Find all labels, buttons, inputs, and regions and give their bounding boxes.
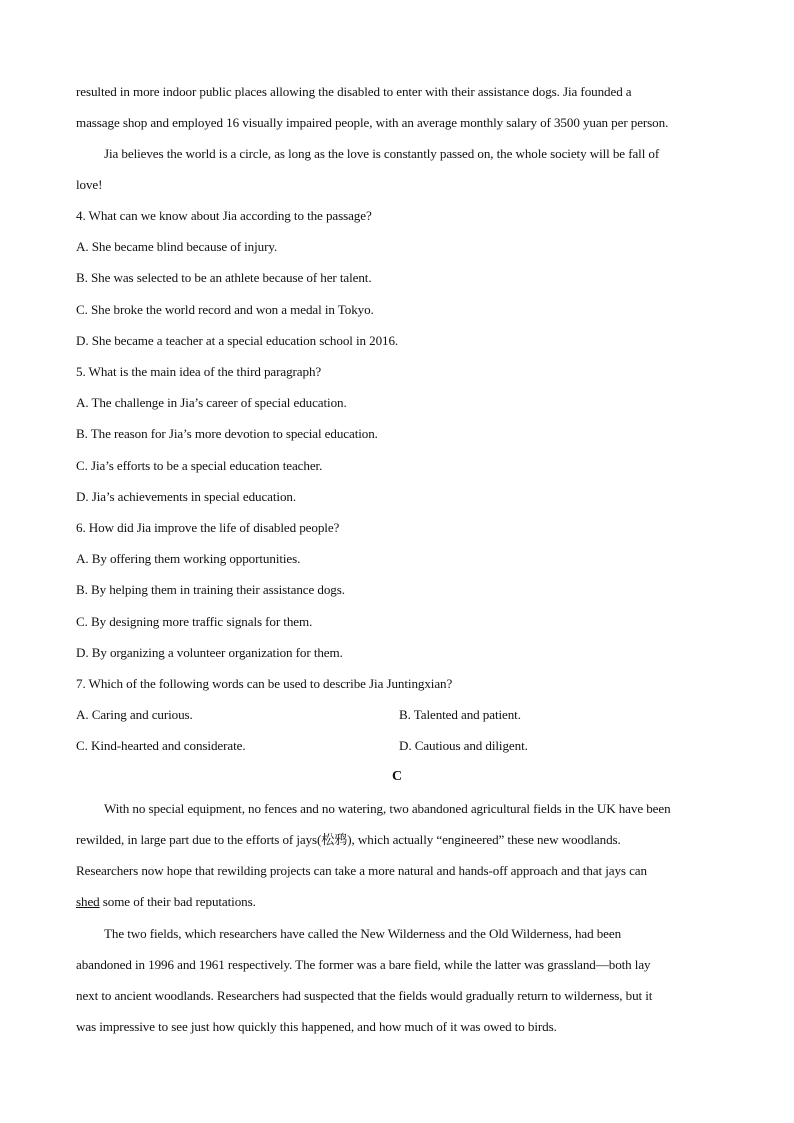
underlined-word-shed: shed [76, 894, 100, 909]
passage-b-line-3: Jia believes the world is a circle, as long as the love is constantly passed on, the whole society will be fall of [104, 146, 660, 161]
passage-c-heading: C [391, 769, 402, 784]
question-4-option-c: C. She broke the world record and won a medal in Tokyo. [76, 302, 374, 317]
question-6-option-d: D. By organizing a volunteer organization for them. [76, 645, 343, 660]
passage-c-p2-line-2: abandoned in 1996 and 1961 respectively. The former was a bare field, while the latter was grassland—both lay [76, 957, 651, 972]
question-7-stem: 7. Which of the following words can be used to describe Jia Juntingxian? [76, 676, 453, 691]
question-5-option-c: C. Jia’s efforts to be a special education teacher. [76, 458, 323, 473]
question-7-option-a: A. Caring and curious. [76, 707, 193, 722]
question-6-option-a: A. By offering them working opportunities. [76, 551, 301, 566]
question-4-stem: 4. What can we know about Jia according to the passage? [76, 208, 372, 223]
question-5-stem: 5. What is the main idea of the third paragraph? [76, 364, 322, 379]
question-5-option-a: A. The challenge in Jia’s career of special education. [76, 395, 347, 410]
question-7-option-d: D. Cautious and diligent. [399, 738, 528, 753]
question-6-stem: 6. How did Jia improve the life of disabled people? [76, 520, 340, 535]
question-7-option-c: C. Kind-hearted and considerate. [76, 738, 246, 753]
question-7-option-b: B. Talented and patient. [399, 707, 521, 722]
passage-b-line-2: massage shop and employed 16 visually impaired people, with an average monthly salary of 3500 yuan per person. [76, 115, 669, 130]
passage-c-p2-line-3: next to ancient woodlands. Researchers had suspected that the fields would gradually return to wilderness, but it [76, 988, 653, 1003]
passage-b-line-4: love! [76, 177, 103, 192]
passage-c-p1-line-2: rewilded, in large part due to the efforts of jays(松鸦), which actually “engineered” these new woodlands. [76, 832, 621, 847]
passage-c-p2-line-4: was impressive to see just how quickly this happened, and how much of it was owed to birds. [76, 1019, 557, 1034]
question-5-option-b: B. The reason for Jia’s more devotion to special education. [76, 426, 378, 441]
question-6-option-c: C. By designing more traffic signals for them. [76, 614, 313, 629]
passage-b-line-1: resulted in more indoor public places allowing the disabled to enter with their assistance dogs. Jia founded a [76, 84, 632, 99]
question-4-option-a: A. She became blind because of injury. [76, 239, 278, 254]
question-4-option-b: B. She was selected to be an athlete because of her talent. [76, 270, 372, 285]
question-5-option-d: D. Jia’s achievements in special education. [76, 489, 297, 504]
passage-c-p1-line-3: Researchers now hope that rewilding projects can take a more natural and hands-off approach and that jays can [76, 863, 647, 878]
passage-c-p2-line-1: The two fields, which researchers have called the New Wilderness and the Old Wilderness, had been [104, 926, 622, 941]
question-4-option-d: D. She became a teacher at a special education school in 2016. [76, 333, 399, 348]
passage-c-p1-line-4 [76, 894, 256, 910]
question-6-option-b: B. By helping them in training their assistance dogs. [76, 582, 345, 597]
passage-c-p1-line-4-rest: some of their bad reputations. [99, 894, 256, 909]
passage-c-p1-line-1: With no special equipment, no fences and no watering, two abandoned agricultural fields in the UK have been [104, 801, 671, 816]
